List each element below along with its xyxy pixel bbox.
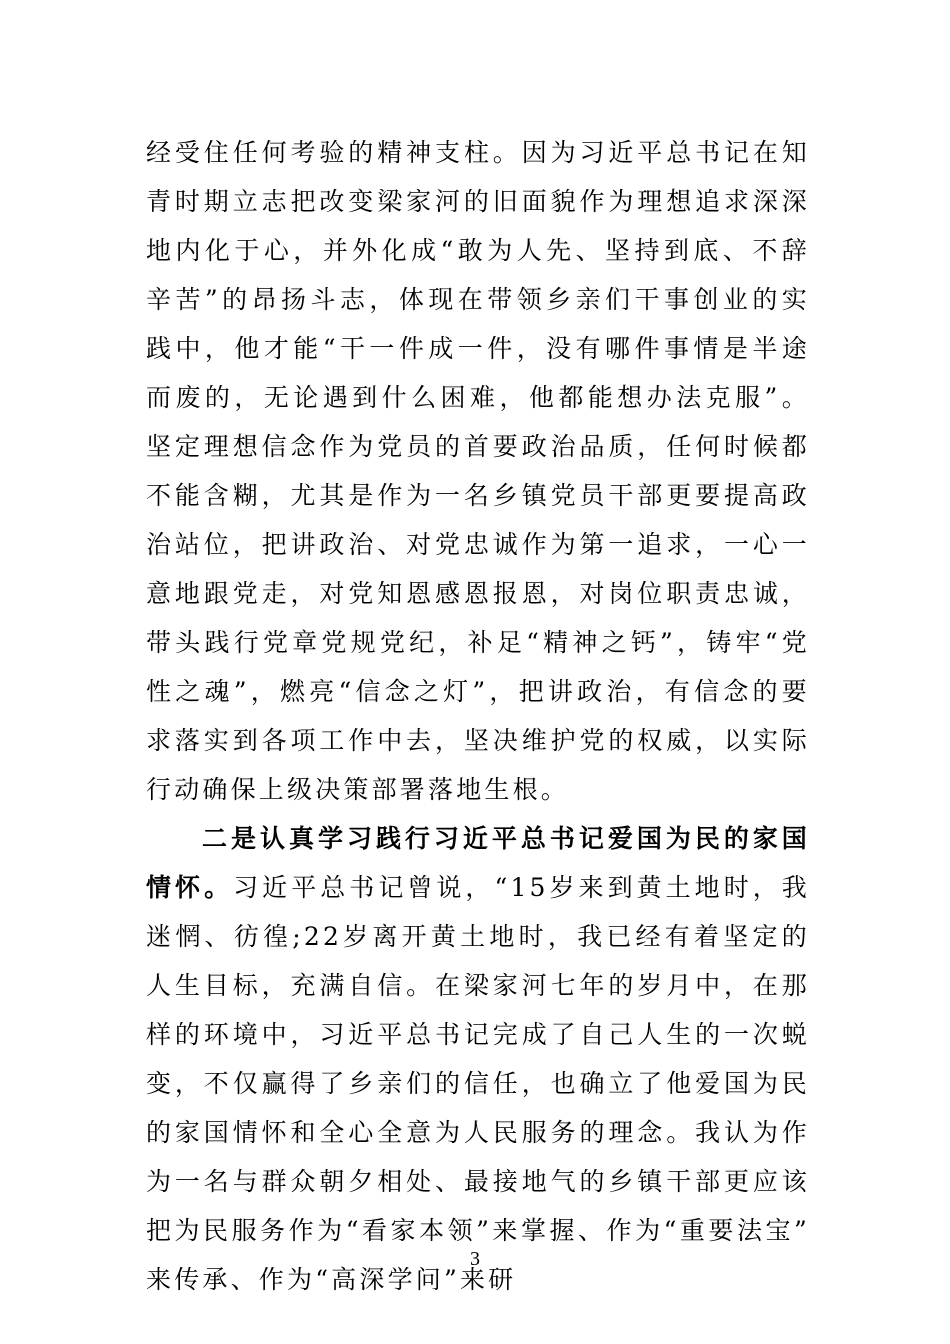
paragraph-1 <box>146 128 810 814</box>
paragraph-2 <box>146 814 810 1304</box>
document-body <box>146 128 810 1304</box>
paragraph-1-text: 经受住任何考验的精神支柱。因为习近平总书记在知青时期立志把改变梁家河的旧面貌作为理想追求深深地内化于心，并外化成“敢为人先、坚持到底、不辞辛苦”的昂扬斗志，体现在带领乡亲们干事创业的实践中，他才能“干一件成一件，没有哪件事情是半途而废的，无论遇到什么困难，他都能想办法克服”。坚定理想信念作为党员的首要政治品质，任何时候都不能含糊，尤其是作为一名乡镇党员干部更要提高政治站位，把讲政治、对党忠诚作为第一追求，一心一意地跟党走，对党知恩感恩报恩，对岗位职责忠诚，带头践行党章党规党纪，补足“精神之钙”，铸牢“党性之魂”，燃亮“信念之灯”，把讲政治，有信念的要求落实到各项工作中去，坚决维护党的权威，以实际行动确保上级决策部署落地生根。 <box>146 138 810 804</box>
paragraph-2-lead: 二是认真学习践行习近平总书记爱国为民的家国情怀。 <box>146 824 810 902</box>
page-number: 3 <box>470 1248 480 1270</box>
paragraph-2-text: 习近平总书记曾说，“15岁来到黄土地时，我迷惘、彷徨;22岁离开黄土地时，我已经有着坚定的人生目标，充满自信。在梁家河七年的岁月中，在那样的环境中，习近平总书记完成了自己人生的一次蜕变，不仅赢得了乡亲们的信任，也确立了他爱国为民的家国情怀和全心全意为人民服务的理念。我认为作为一名与群众朝夕相处、最接地气的乡镇干部更应该把为民服务作为“看家本领”来掌握、作为“重要法宝”来传承、作为“高深学问”来研 <box>146 873 810 1294</box>
